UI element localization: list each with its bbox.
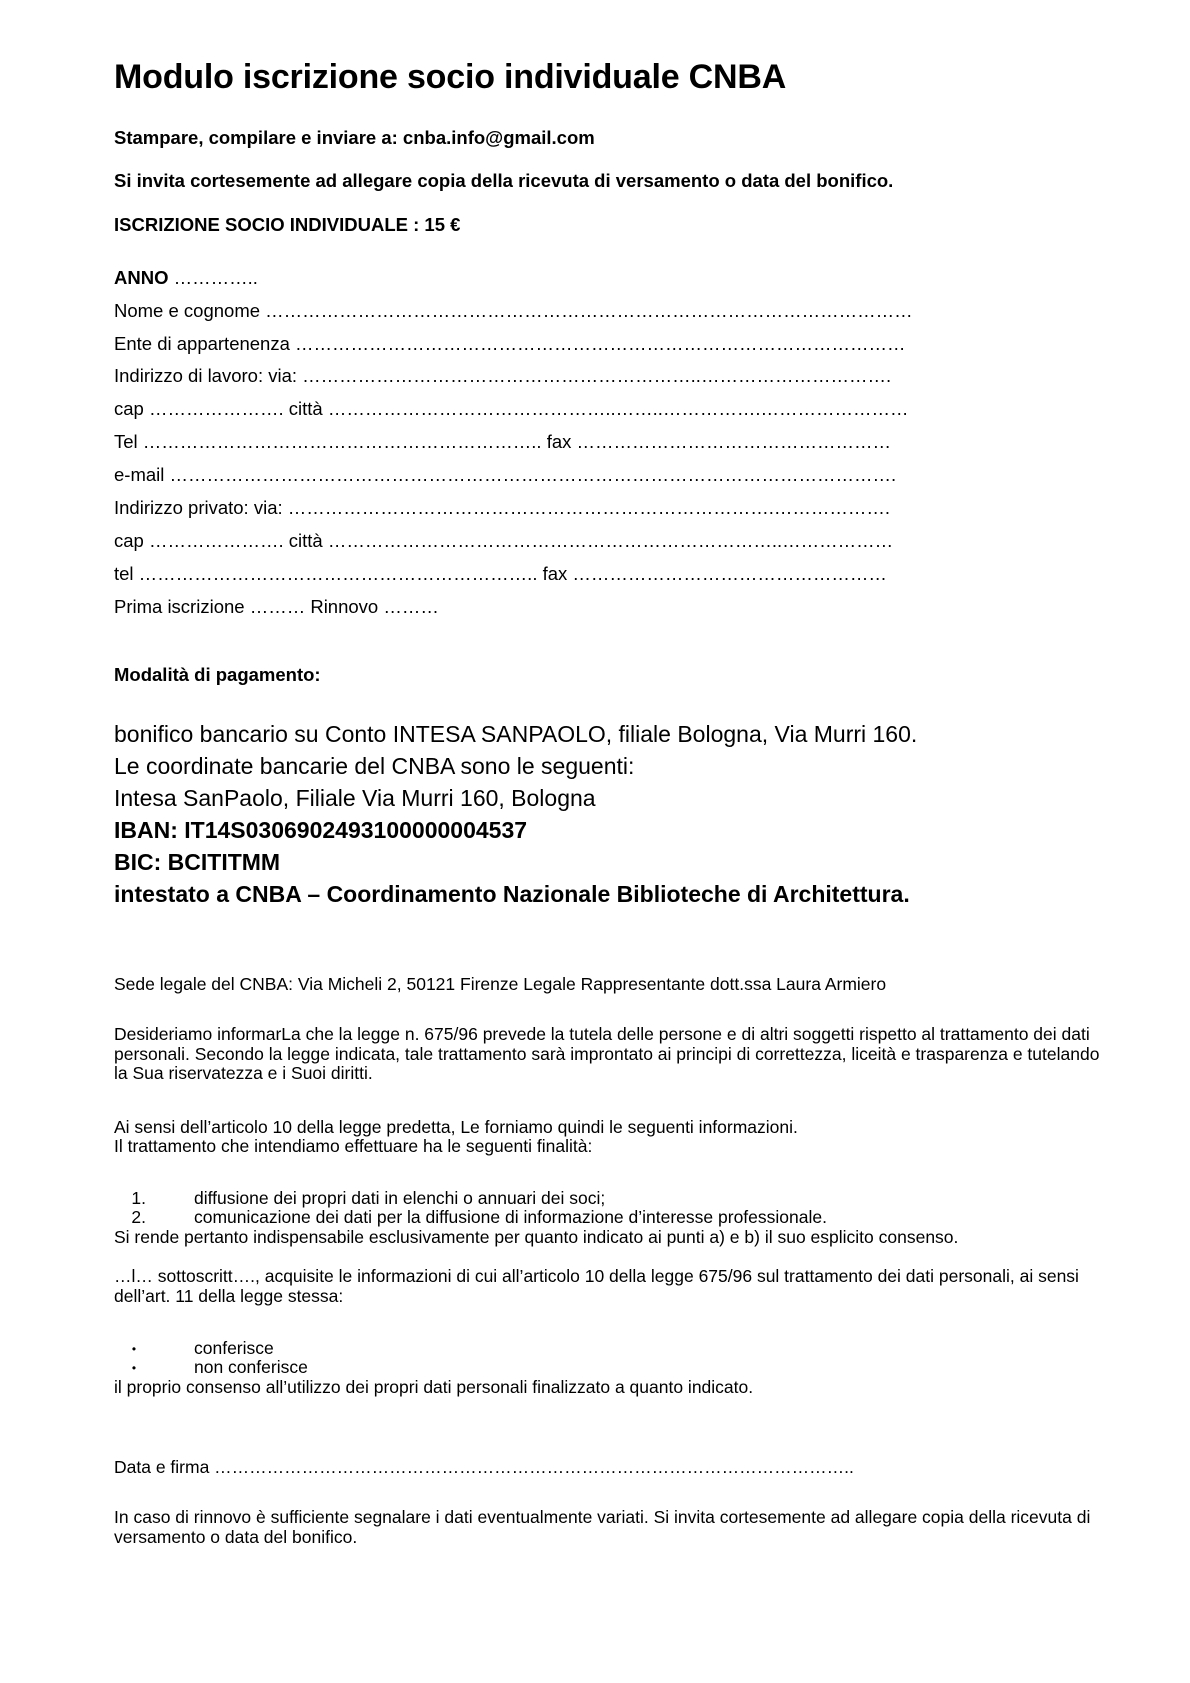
- form-field-cap-citta-lavoro: cap …………………. città ………………………………………..……..…………….……………………: [114, 398, 909, 419]
- attach-receipt-note: Si invita cortesemente ad allegare copia della ricevuta di versamento o data del bonifico.: [114, 170, 894, 191]
- consent-option-label: conferisce: [194, 1338, 274, 1358]
- form-field-tel-fax-privato: tel ……………………………………………………….. fax ……………………………………………: [114, 563, 887, 584]
- payment-line-branch: Intesa SanPaolo, Filiale Via Murri 160, Bologna: [114, 785, 596, 811]
- list-number: 2.: [131, 1207, 146, 1227]
- payment-line-bank: bonifico bancario su Conto INTESA SANPAOLO, filiale Bologna, Via Murri 160.: [114, 721, 918, 747]
- legal-seat: Sede legale del CNBA: Via Micheli 2, 50121 Firenze Legale Rappresentante dott.ssa Laura Armiero: [114, 974, 887, 994]
- bullet-icon: •: [131, 1360, 137, 1375]
- anno-label: ANNO: [114, 267, 169, 288]
- form-field-cap-citta-privato: cap …………………. città ………………………………………………………………..………………: [114, 530, 894, 551]
- anno-field: [114, 267, 258, 289]
- page-title: Modulo iscrizione socio individuale CNBA: [114, 58, 787, 96]
- anno-dots: …………..: [168, 267, 258, 288]
- list-text: diffusione dei propri dati in elenchi o annuari dei soci;: [194, 1188, 606, 1208]
- form-field-indirizzo-lavoro: Indirizzo di lavoro: via: ………………………………………………………..………………………….: [114, 365, 892, 386]
- art10-line-1: Ai sensi dell’articolo 10 della legge predetta, Le forniamo quindi le seguenti informazioni.: [114, 1117, 798, 1137]
- form-field-email: e-mail ……………………………………………………………………………………………………….: [114, 464, 897, 485]
- form-field-iscrizione-rinnovo: Prima iscrizione ……… Rinnovo ………: [114, 596, 439, 617]
- renewal-note: In caso di rinnovo è sufficiente segnalare i dati eventualmente variati. Si invita cortesemente ad allegare copia della ricevuta di versamento o data del bonifico.: [114, 1507, 1091, 1547]
- privacy-paragraph: Desideriamo informarLa che la legge n. 675/96 prevede la tutela delle persone e di altri soggetti rispetto al trattamento dei dati personali. Secondo la legge indicata, tale trattamento sarà improntato ai principi di correttezza, liceità e trasparenza e tutelando la Sua riservatezza e i Suoi diritti.: [114, 1024, 1100, 1083]
- iban: IBAN: IT14S0306902493100000004537: [114, 817, 528, 843]
- list-number: 1.: [131, 1188, 146, 1208]
- account-holder: intestato a CNBA – Coordinamento Nazionale Biblioteche di Architettura.: [114, 881, 910, 907]
- undersigned-paragraph: …l… sottoscritt…., acquisite le informazioni di cui all’articolo 10 della legge 675/96 sul trattamento dei dati personali, ai sensi dell’art. 11 della legge stessa:: [114, 1266, 1079, 1306]
- consent-required-paragraph: Si rende pertanto indispensabile esclusivamente per quanto indicato ai punti a) e b) il suo esplicito consenso.: [114, 1227, 959, 1247]
- send-to-instruction: Stampare, compilare e inviare a: cnba.info@gmail.com: [114, 127, 595, 148]
- form-field-nome-cognome: Nome e cognome ……………………………………………………………………………………………: [114, 300, 913, 321]
- form-field-indirizzo-privato: Indirizzo privato: via: …………………………………………………………………….……………….: [114, 497, 891, 518]
- bullet-icon: •: [131, 1341, 137, 1356]
- form-field-tel-fax-lavoro: Tel ……………………………………………………….. fax ……………………………………………: [114, 431, 892, 452]
- art10-line-2: Il trattamento che intendiamo effettuare ha le seguenti finalità:: [114, 1136, 593, 1156]
- list-item: [114, 1208, 1114, 1228]
- bic: BIC: BCITITMM: [114, 849, 281, 875]
- payment-heading: Modalità di pagamento:: [114, 664, 321, 685]
- list-text: comunicazione dei dati per la diffusione di informazione d’interesse professionale.: [194, 1207, 827, 1227]
- consent-option-label: non conferisce: [194, 1357, 308, 1377]
- consent-option: [114, 1358, 1114, 1378]
- consent-final-line: il proprio consenso all’utilizzo dei propri dati personali finalizzato a quanto indicato.: [114, 1377, 754, 1397]
- form-field-ente: Ente di appartenenza ………………………………………………………………………………………: [114, 333, 906, 354]
- membership-fee: ISCRIZIONE SOCIO INDIVIDUALE : 15 €: [114, 214, 461, 235]
- payment-line-coordinates: Le coordinate bancarie del CNBA sono le seguenti:: [114, 753, 635, 779]
- date-signature-field: Data e firma ………………………………………………………………………………………………..: [114, 1457, 854, 1477]
- list-item: [114, 1189, 1114, 1209]
